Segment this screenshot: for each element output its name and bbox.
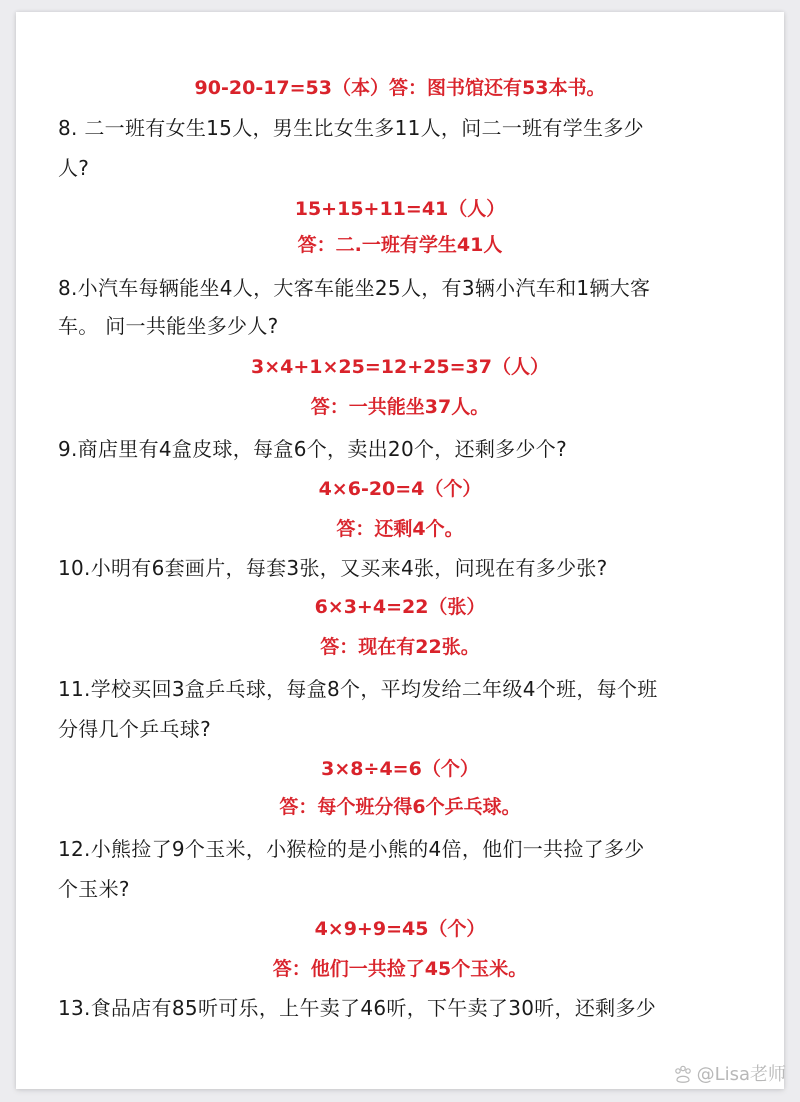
question-8a-line-2: 人?: [58, 156, 90, 180]
baidu-paw-icon: [673, 1065, 693, 1085]
answer-11: 答：每个班分得6个乒乓球。: [279, 796, 521, 818]
watermark: [673, 1062, 786, 1088]
watermark-text: @Lisa老师: [696, 1064, 786, 1085]
equation-11: 3×8÷4=6（个）: [321, 758, 479, 780]
question-12-line-1: 12.小熊捡了9个玉米，小猴检的是小熊的4倍，他们一共捡了多少: [58, 837, 645, 861]
question-10: 10.小明有6套画片，每套3张，又买来4张，问现在有多少张?: [58, 556, 608, 580]
question-11-line-1: 11.学校买回3盒乒乓球，每盒8个，平均发给二年级4个班，每个班: [58, 677, 658, 701]
equation-8a: 15+15+11=41（人）: [294, 198, 506, 220]
question-9: 9.商店里有4盒皮球，每盒6个，卖出20个，还剩多少个?: [58, 437, 567, 461]
equation-8b: 3×4+1×25=12+25=37（人）: [251, 356, 549, 378]
answer-8a: 答：二.一班有学生41人: [297, 234, 503, 256]
question-13-line-1: 13.食品店有85听可乐，上午卖了46听，下午卖了30听，还剩多少: [58, 996, 657, 1020]
question-12-line-2: 个玉米?: [58, 877, 130, 901]
equation-9: 4×6-20=4（个）: [318, 478, 482, 500]
answer-12: 答：他们一共捡了45个玉米。: [272, 958, 528, 980]
equation-12: 4×9+9=45（个）: [314, 918, 486, 940]
answer-9: 答：还剩4个。: [336, 518, 464, 540]
answer-8b: 答：一共能坐37人。: [310, 396, 490, 418]
question-8b-line-2: 车。 问一共能坐多少人?: [58, 314, 279, 338]
answer-line-prev: 90-20-17=53（本）答：图书馆还有53本书。: [194, 77, 606, 99]
equation-10: 6×3+4=22（张）: [314, 596, 486, 618]
question-11-line-2: 分得几个乒乓球?: [58, 717, 212, 741]
answer-10: 答：现在有22张。: [320, 636, 480, 658]
question-8a-line-1: 8. 二一班有女生15人，男生比女生多11人，问二一班有学生多少: [58, 116, 644, 140]
question-8b-line-1: 8.小汽车每辆能坐4人，大客车能坐25人，有3辆小汽车和1辆大客: [58, 276, 651, 300]
